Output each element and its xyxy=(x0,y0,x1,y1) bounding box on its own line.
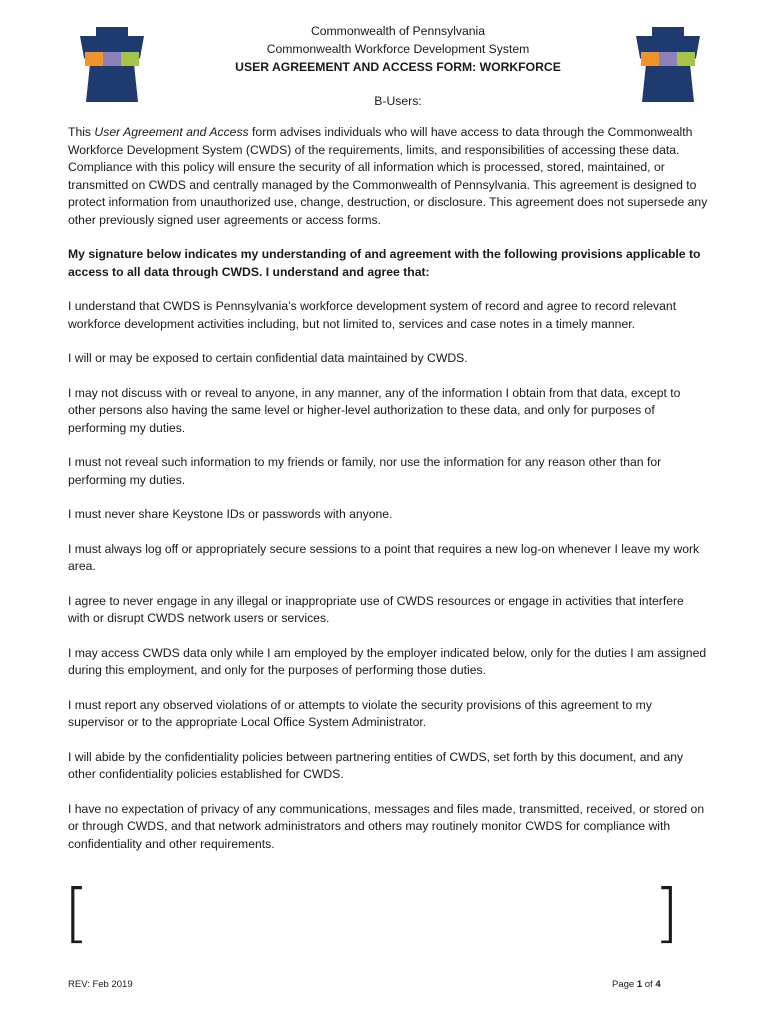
provision-item: I must never share Keystone IDs or passwords with anyone. xyxy=(68,507,393,521)
page-number: Page 1 of 4 xyxy=(612,979,661,990)
intro-paragraph: This User Agreement and Access form advises individuals who will have access to data through the Commonwealth Workforce Development System (CWDS) of the requirements, limits, and responsibilities of accessing these data. Compliance with this policy will ensure the security of all information which is processed, stored, maintained, or transmitted on CWDS and centrally managed by the Commonwealth of Pennsylvania. This agreement is designed to protect information from unauthorized use, change, destruction, or disclosure. This agreement does not supersede any other previously signed user agreements or access forms. xyxy=(68,125,708,227)
provision-item: I may access CWDS data only while I am employed by the employer indicated below, only for the duties I am assigned during this employment, and only for the purposes of performing those duties. xyxy=(68,645,707,677)
document-header xyxy=(150,22,646,110)
pennsylvania-keystone-logo-left xyxy=(72,24,152,104)
provision-item: I may not discuss with or reveal to anyone, in any manner, any of the information I obtain from that data, except to other persons also having the same level or higher-level authorization to these data, and only for purposes of performing my duties. xyxy=(68,385,681,435)
provision-item: I must not reveal such information to my friends or family, nor use the information for any reason other than for performing my duties. xyxy=(68,455,662,487)
header-line-commonwealth: Commonwealth of Pennsylvania xyxy=(310,24,486,38)
provision-item: I will or may be exposed to certain confidential data maintained by CWDS. xyxy=(68,351,468,365)
document-body xyxy=(68,124,708,870)
provision-item: I understand that CWDS is Pennsylvania’s workforce development system of record and agree to record relevant workforce development activities including, but not limited to, services and case notes in a timely manner. xyxy=(68,299,677,331)
revision-date: REV: Feb 2019 xyxy=(68,979,133,990)
form-name-italic: User Agreement and Access xyxy=(94,125,249,139)
provision-item: I will abide by the confidentiality policies between partnering entities of CWDS, set forth by this document, and any other confidentiality policies established for CWDS. xyxy=(68,749,684,781)
document-subtitle: B-Users: xyxy=(374,94,422,108)
document-title: USER AGREEMENT AND ACCESS FORM: WORKFORCE xyxy=(235,60,561,74)
provision-item: I must always log off or appropriately secure sessions to a point that requires a new log-on whenever I leave my work area. xyxy=(68,541,700,573)
signature-bracket-close: ] xyxy=(654,877,679,951)
provision-item: I must report any observed violations of or attempts to violate the security provisions of this agreement to my supervisor or to the appropriate Local Office System Administrator. xyxy=(68,697,652,729)
provision-item: I agree to never engage in any illegal or inappropriate use of CWDS resources or engage in activities that interfere with or disrupt CWDS network users or services. xyxy=(68,593,684,625)
provision-item: I have no expectation of privacy of any communications, messages and files made, transmitted, received, or stored on or through CWDS, and that network administrators and others may routinely monitor CWDS for compliance with confidentiality and other requirements. xyxy=(68,801,705,851)
signature-statement: My signature below indicates my understanding of and agreement with the following provisions applicable to access to all data through CWDS. I understand and agree that: xyxy=(68,247,701,279)
signature-bracket-open: [ xyxy=(64,877,89,951)
header-line-system: Commonwealth Workforce Development System xyxy=(266,42,530,56)
